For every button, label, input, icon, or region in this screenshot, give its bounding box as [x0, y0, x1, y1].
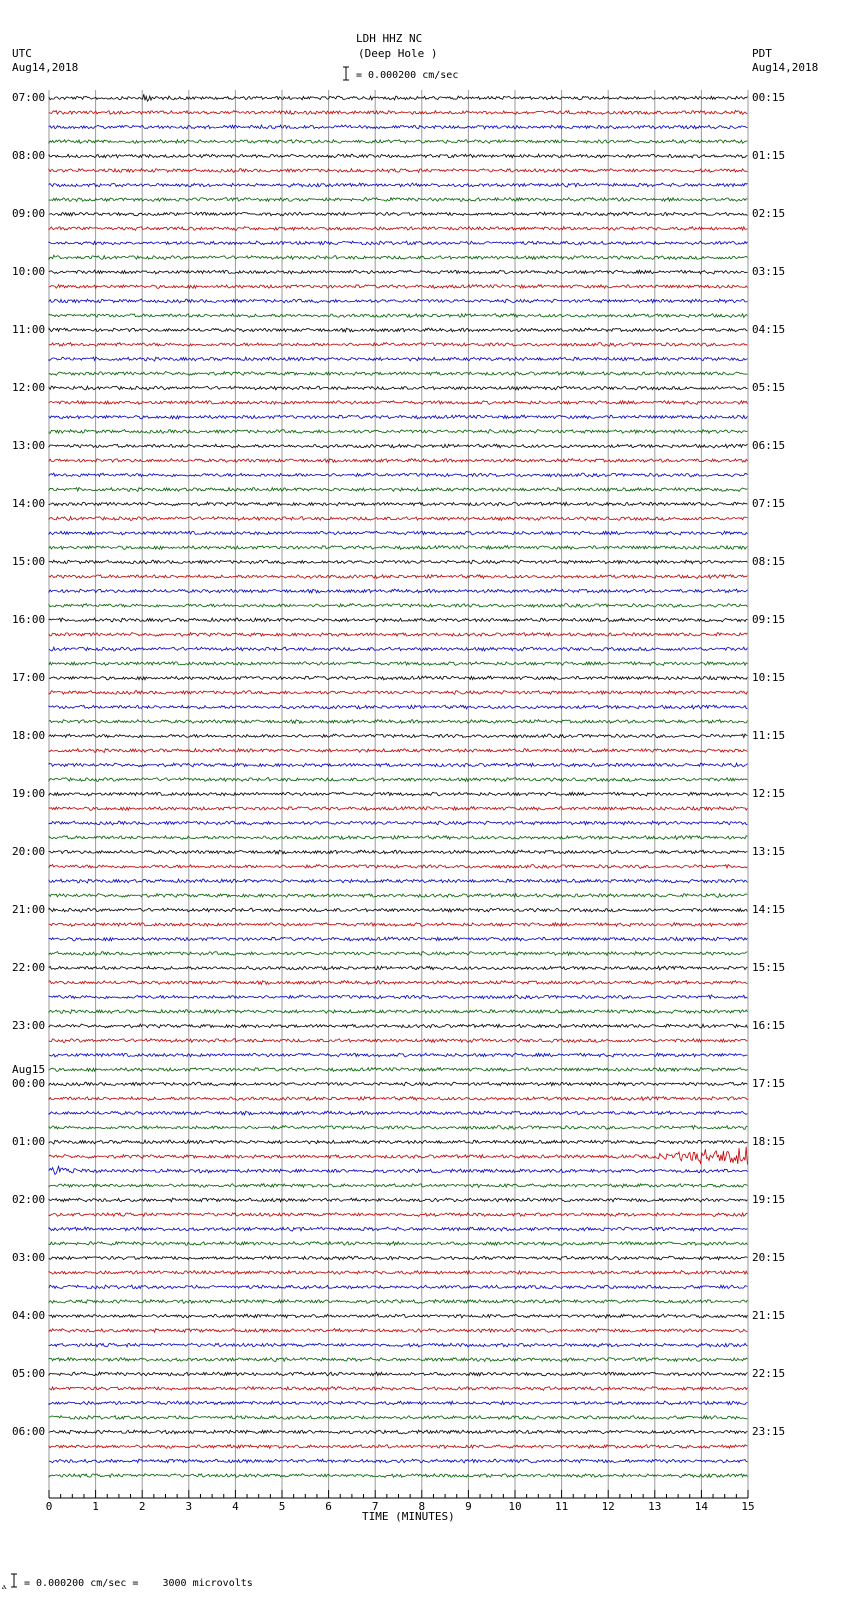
trace-27	[49, 488, 747, 492]
trace-87	[49, 1358, 747, 1362]
right-hour-label: 08:15	[752, 555, 786, 568]
trace-50	[49, 821, 747, 825]
left-hour-label: 04:00	[12, 1309, 46, 1322]
trace-79	[49, 1242, 747, 1246]
x-tick-label: 12	[601, 1500, 615, 1513]
trace-65	[49, 1039, 747, 1043]
x-tick-label: 13	[648, 1500, 662, 1513]
right-hour-label: 15:15	[752, 961, 786, 974]
right-hour-label: 12:15	[752, 787, 786, 800]
left-hour-label: 06:00	[12, 1425, 46, 1438]
trace-11	[49, 255, 747, 259]
x-tick-label: 9	[465, 1500, 472, 1513]
trace-46	[49, 763, 747, 767]
trace-61	[49, 981, 747, 985]
left-hour-label: 03:00	[12, 1251, 46, 1264]
left-hour-label: 02:00	[12, 1193, 46, 1206]
trace-4	[49, 154, 747, 158]
scale-bar-icon	[342, 66, 350, 82]
left-hour-label: 17:00	[12, 671, 46, 684]
x-tick-label: 5	[278, 1500, 286, 1513]
trace-23	[49, 430, 747, 434]
x-tick-label: 2	[138, 1500, 146, 1513]
trace-5	[49, 169, 747, 173]
left-hour-label: 09:00	[12, 207, 46, 220]
left-date-change-label: Aug15	[12, 1063, 46, 1076]
trace-16	[49, 328, 747, 332]
trace-95	[49, 1474, 747, 1478]
right-hour-label: 18:15	[752, 1135, 786, 1148]
trace-38	[49, 647, 747, 651]
right-hour-label: 00:15	[752, 91, 786, 104]
trace-31	[49, 546, 747, 550]
trace-68	[49, 1082, 747, 1086]
left-hour-label: 18:00	[12, 729, 46, 742]
right-hour-label: 01:15	[752, 149, 786, 162]
left-hour-label: 01:00	[12, 1135, 46, 1148]
right-hour-label: 22:15	[752, 1367, 786, 1380]
right-hour-label: 23:15	[752, 1425, 786, 1438]
right-hour-label: 19:15	[752, 1193, 786, 1206]
x-tick-label: 14	[694, 1500, 709, 1513]
trace-91	[49, 1416, 747, 1420]
trace-0	[49, 94, 747, 101]
right-hour-label: 09:15	[752, 613, 786, 626]
right-hour-label: 17:15	[752, 1077, 786, 1090]
trace-7	[49, 198, 747, 202]
trace-6	[49, 183, 747, 187]
footer-mark: ⲁ	[2, 1582, 7, 1592]
trace-14	[49, 299, 747, 303]
trace-19	[49, 372, 747, 376]
trace-53	[49, 865, 747, 869]
trace-54	[49, 879, 747, 883]
right-hour-label: 21:15	[752, 1309, 786, 1322]
trace-33	[49, 575, 747, 579]
left-hour-label: 00:00	[12, 1077, 46, 1090]
trace-75	[49, 1184, 747, 1188]
trace-29	[49, 517, 747, 521]
left-hour-label: 20:00	[12, 845, 46, 858]
trace-59	[49, 952, 747, 956]
left-hour-label: 16:00	[12, 613, 46, 626]
trace-85	[49, 1329, 747, 1333]
trace-72	[49, 1140, 747, 1144]
right-hour-label: 07:15	[752, 497, 786, 510]
trace-51	[49, 836, 747, 840]
x-tick-label: 1	[92, 1500, 99, 1513]
left-hour-label: 10:00	[12, 265, 46, 278]
trace-21	[49, 401, 747, 405]
trace-9	[49, 227, 747, 231]
left-hour-label: 19:00	[12, 787, 46, 800]
trace-42	[49, 705, 747, 709]
right-hour-label: 05:15	[752, 381, 786, 394]
trace-90	[49, 1401, 747, 1405]
station-title: LDH HHZ NC	[356, 32, 423, 45]
trace-35	[49, 604, 747, 608]
trace-64	[49, 1024, 747, 1028]
trace-84	[49, 1314, 747, 1318]
x-tick-label: 0	[45, 1500, 53, 1513]
trace-62	[49, 995, 747, 999]
trace-82	[49, 1285, 747, 1289]
trace-78	[49, 1227, 747, 1231]
trace-47	[49, 778, 747, 782]
right-hour-label: 06:15	[752, 439, 786, 452]
trace-92	[49, 1430, 747, 1434]
x-tick-label: 3	[185, 1500, 193, 1513]
trace-58	[49, 937, 747, 941]
right-timezone: PDT	[752, 47, 772, 60]
trace-71	[49, 1126, 747, 1130]
x-tick-label: 4	[232, 1500, 239, 1513]
x-tick-label: 8	[418, 1500, 426, 1513]
trace-60	[49, 966, 747, 970]
trace-10	[49, 241, 747, 245]
trace-83	[49, 1300, 747, 1304]
trace-43	[49, 720, 747, 724]
footer-scale-note: = 0.000200 cm/sec = 3000 microvolts	[24, 1578, 253, 1589]
trace-57	[49, 923, 747, 927]
trace-17	[49, 343, 747, 347]
trace-70	[49, 1111, 747, 1115]
trace-86	[49, 1343, 747, 1347]
right-hour-label: 13:15	[752, 845, 786, 858]
trace-94	[49, 1459, 747, 1463]
trace-12	[49, 270, 747, 274]
trace-32	[49, 560, 747, 564]
footer-scale-bar-icon	[10, 1573, 18, 1589]
right-hour-label: 11:15	[752, 729, 786, 742]
trace-41	[49, 691, 747, 695]
trace-80	[49, 1256, 747, 1260]
trace-89	[49, 1387, 747, 1391]
x-tick-label: 11	[554, 1500, 569, 1513]
left-hour-label: 05:00	[12, 1367, 46, 1380]
left-hour-label: 07:00	[12, 91, 46, 104]
trace-39	[49, 662, 747, 666]
right-hour-label: 16:15	[752, 1019, 786, 1032]
trace-20	[49, 386, 747, 390]
left-hour-label: 11:00	[12, 323, 46, 336]
trace-67	[49, 1068, 747, 1072]
trace-34	[49, 589, 747, 593]
trace-73	[49, 1147, 747, 1165]
trace-45	[49, 749, 747, 753]
trace-13	[49, 285, 747, 289]
x-tick-label: 15	[741, 1500, 755, 1513]
trace-3	[49, 140, 747, 144]
trace-18	[49, 357, 747, 361]
x-axis-label: TIME (MINUTES)	[362, 1510, 455, 1523]
trace-88	[49, 1372, 747, 1376]
left-hour-label: 22:00	[12, 961, 46, 974]
trace-48	[49, 792, 747, 796]
right-hour-label: 04:15	[752, 323, 786, 336]
right-hour-label: 10:15	[752, 671, 786, 684]
trace-44	[49, 734, 747, 738]
trace-25	[49, 459, 747, 463]
trace-30	[49, 531, 747, 535]
trace-77	[49, 1213, 747, 1217]
left-date: Aug14,2018	[12, 61, 79, 74]
right-date: Aug14,2018	[752, 61, 819, 74]
trace-76	[49, 1198, 747, 1202]
trace-1	[49, 111, 747, 115]
trace-22	[49, 415, 747, 419]
right-hour-label: 02:15	[752, 207, 786, 220]
trace-8	[49, 212, 747, 216]
trace-24	[49, 444, 747, 448]
left-hour-label: 12:00	[12, 381, 46, 394]
left-hour-label: 15:00	[12, 555, 46, 568]
trace-52	[49, 850, 747, 854]
left-hour-label: 14:00	[12, 497, 46, 510]
left-hour-label: 13:00	[12, 439, 46, 452]
scale-label: = 0.000200 cm/sec	[356, 70, 459, 81]
left-timezone: UTC	[12, 47, 32, 60]
right-hour-label: 03:15	[752, 265, 786, 278]
right-hour-label: 20:15	[752, 1251, 786, 1264]
trace-2	[49, 125, 747, 129]
trace-55	[49, 894, 747, 898]
left-hour-label: 08:00	[12, 149, 46, 162]
seismic-traces	[49, 94, 747, 1477]
right-hour-label: 14:15	[752, 903, 786, 916]
trace-15	[49, 314, 747, 318]
x-tick-label: 7	[371, 1500, 379, 1513]
trace-49	[49, 807, 747, 811]
minute-gridlines	[49, 90, 748, 1490]
trace-26	[49, 473, 747, 477]
left-hour-label: 23:00	[12, 1019, 46, 1032]
trace-56	[49, 908, 747, 912]
x-tick-label: 10	[508, 1500, 522, 1513]
trace-81	[49, 1271, 747, 1275]
location-subtitle: (Deep Hole )	[358, 47, 438, 60]
trace-37	[49, 633, 747, 637]
trace-74	[49, 1166, 747, 1174]
trace-69	[49, 1097, 747, 1101]
trace-28	[49, 502, 747, 506]
trace-36	[49, 618, 747, 622]
left-hour-label: 21:00	[12, 903, 46, 916]
x-tick-label: 6	[325, 1500, 332, 1513]
trace-40	[49, 676, 747, 680]
trace-93	[49, 1445, 747, 1449]
trace-66	[49, 1053, 747, 1057]
trace-63	[49, 1010, 747, 1014]
